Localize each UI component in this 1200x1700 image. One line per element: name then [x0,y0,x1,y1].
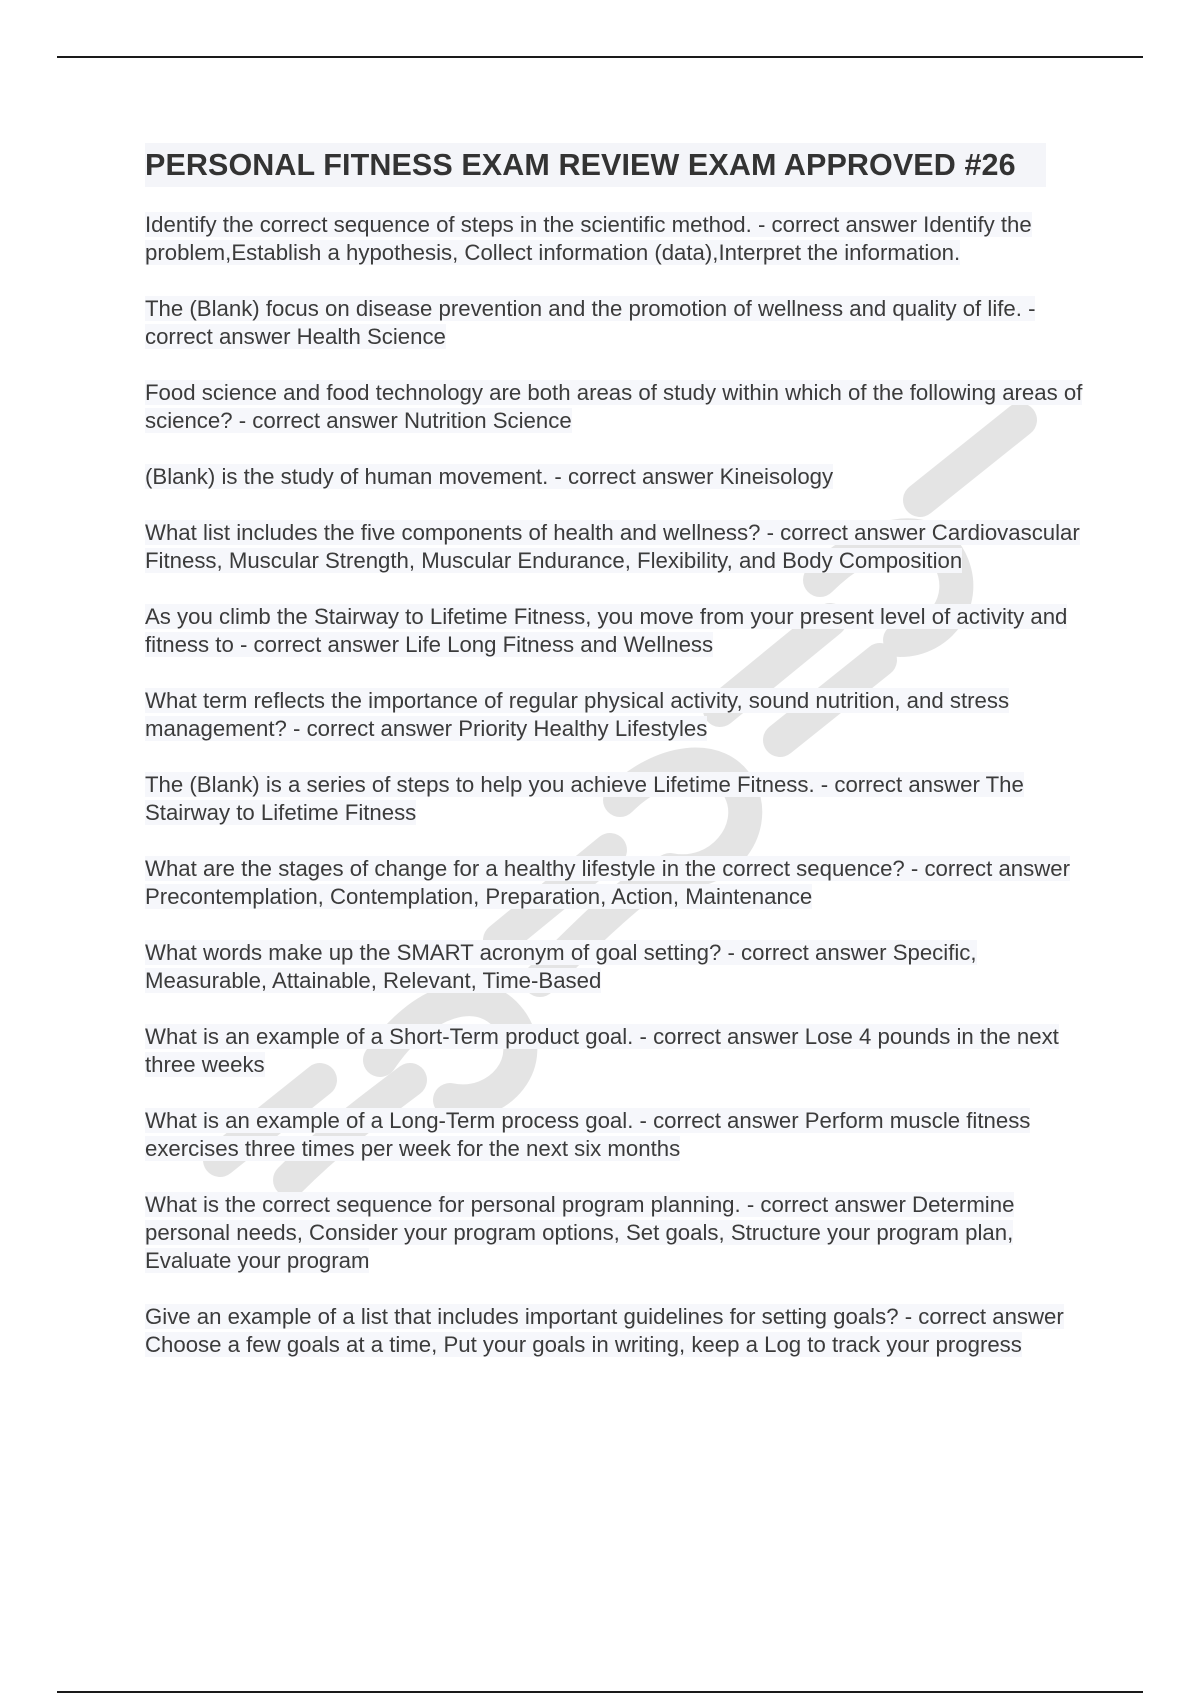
document-body [145,143,1095,1387]
qa-entry [145,939,1095,995]
qa-text: What list includes the five components of health and wellness? - correct answer Cardiovascular Fitness, Muscular Strength, Muscular Endurance, Flexibility, and Body Composition [145,520,1080,574]
qa-entry [145,687,1095,743]
qa-text: Give an example of a list that includes important guidelines for setting goals? - correct answer Choose a few goals at a time, Put your goals in writing, keep a Log to track your progress [145,1304,1064,1358]
qa-entry [145,519,1095,575]
qa-text: What is an example of a Long-Term process goal. - correct answer Perform muscle fitness exercises three times per week for the next six months [145,1108,1031,1162]
qa-text: As you climb the Stairway to Lifetime Fitness, you move from your present level of activity and fitness to - correct answer Life Long Fitness and Wellness [145,604,1068,658]
qa-text: What words make up the SMART acronym of goal setting? - correct answer Specific, Measurable, Attainable, Relevant, Time-Based [145,940,977,994]
qa-entry [145,1023,1095,1079]
qa-text: The (Blank) focus on disease prevention and the promotion of wellness and quality of life. - correct answer Health Science [145,296,1036,350]
qa-entry [145,211,1095,267]
qa-text: (Blank) is the study of human movement. - correct answer Kineisology [145,464,834,490]
qa-entry [145,603,1095,659]
qa-text: What is an example of a Short-Term product goal. - correct answer Lose 4 pounds in the next three weeks [145,1024,1059,1078]
top-rule [57,56,1143,58]
qa-entry [145,463,1095,491]
document-title: PERSONAL FITNESS EXAM REVIEW EXAM APPROVED #26 [145,143,1046,187]
qa-entry [145,855,1095,911]
qa-entry [145,1303,1095,1359]
qa-entry [145,295,1095,351]
qa-text: The (Blank) is a series of steps to help you achieve Lifetime Fitness. - correct answer The Stairway to Lifetime Fitness [145,772,1024,826]
qa-text: Food science and food technology are both areas of study within which of the following areas of science? - correct answer Nutrition Science [145,380,1083,434]
qa-text: Identify the correct sequence of steps in the scientific method. - correct answer Identify the problem,Establish a hypothesis, Collect information (data),Interpret the information. [145,212,1032,266]
qa-entry [145,771,1095,827]
qa-text: What is the correct sequence for personal program planning. - correct answer Determine personal needs, Consider your program options, Set goals, Structure your program plan, Evaluate your program [145,1192,1015,1274]
qa-entry [145,1107,1095,1163]
qa-text: What are the stages of change for a healthy lifestyle in the correct sequence? - correct answer Precontemplation, Contemplation, Preparation, Action, Maintenance [145,856,1070,910]
bottom-rule [57,1691,1143,1693]
qa-entry [145,1191,1095,1275]
qa-text: What term reflects the importance of regular physical activity, sound nutrition, and stress management? - correct answer Priority Healthy Lifestyles [145,688,1010,742]
qa-entry [145,379,1095,435]
